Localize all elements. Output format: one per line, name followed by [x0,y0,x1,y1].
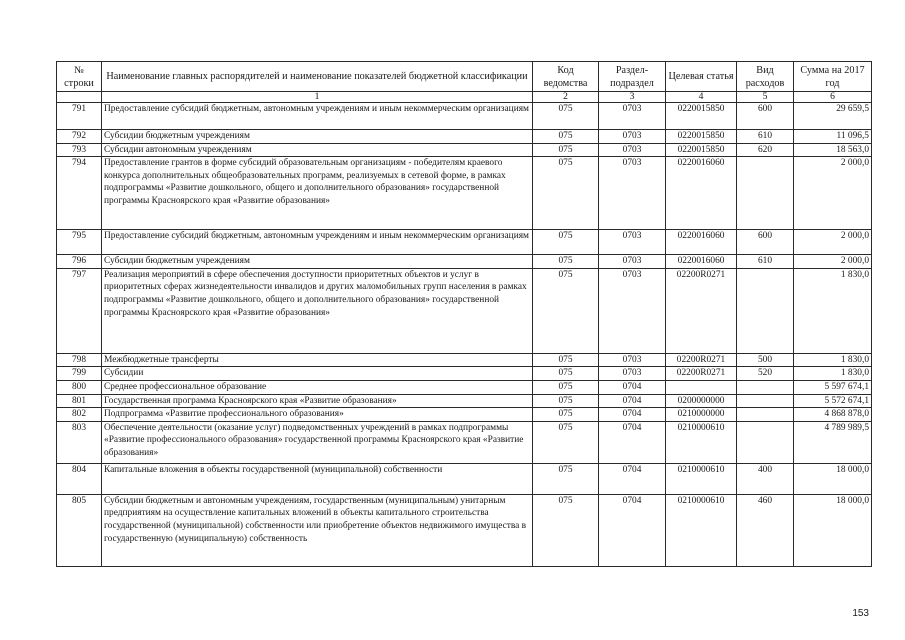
sum-value: 4 789 989,5 [794,421,872,463]
section-code: 0703 [599,143,666,157]
section-code: 0704 [599,394,666,408]
sum-value: 18 563,0 [794,143,872,157]
row-number: 794 [57,157,102,230]
item-name: Субсидии автономным учреждениям [102,143,533,157]
dept-code: 075 [533,143,599,157]
column-number: 2 [533,92,599,103]
table-row [57,230,872,255]
row-number: 795 [57,230,102,255]
sum-value: 5 597 674,1 [794,380,872,394]
item-name: Субсидии бюджетным и автономным учреждениям, государственным (муниципальным) унитарным предприятиям на осуществление капитальных вложений в объекты капитального строительства государственной (муниципальной) собственности или приобретение объектов недвижимого имущества в государственную (муниципальную) собственность [102,494,533,566]
dept-code: 075 [533,408,599,422]
expense-type: 610 [737,130,794,144]
header-sum: Сумма на 2017 год [794,62,872,92]
item-name: Государственная программа Красноярского края «Развитие образования» [102,394,533,408]
expense-type: 600 [737,230,794,255]
expense-type: 400 [737,463,794,494]
section-code: 0703 [599,255,666,269]
row-number: 801 [57,394,102,408]
column-number: 3 [599,92,666,103]
dept-code: 075 [533,494,599,566]
table-row [57,408,872,422]
sum-value: 29 659,5 [794,103,872,130]
item-name: Субсидии бюджетным учреждениям [102,130,533,144]
section-code: 0703 [599,157,666,230]
header-expense-type: Вид расходов [737,62,794,92]
item-name: Реализация мероприятий в сфере обеспечения доступности приоритетных объектов и услуг в приоритетных сферах жизнедеятельности инвалидов и других маломобильных групп населения в рамках подпрограммы «Развитие дошкольного, общего и дополнительного образования» государственной программы Красноярского края «Развитие образования» [102,268,533,353]
expense-type [737,157,794,230]
expense-type: 520 [737,367,794,381]
expense-type [737,394,794,408]
column-numbering-row [57,92,872,103]
section-code: 0703 [599,103,666,130]
target-article: 0200000000 [666,394,737,408]
item-name: Обеспечение деятельности (оказание услуг) подведомственных учреждений в рамках подпрограммы «Развитие профессионального образования» государственной программы Красноярского края «Развитие образования» [102,421,533,463]
section-code: 0704 [599,463,666,494]
sum-value: 4 868 878,0 [794,408,872,422]
dept-code: 075 [533,103,599,130]
target-article: 02200R0271 [666,367,737,381]
dept-code: 075 [533,353,599,367]
row-number: 798 [57,353,102,367]
item-name: Предоставление субсидий бюджетным, автономным учреждениям и иным некоммерческим организациям [102,103,533,130]
header-section: Раздел-подраздел [599,62,666,92]
expense-type: 620 [737,143,794,157]
dept-code: 075 [533,463,599,494]
dept-code: 075 [533,230,599,255]
target-article: 0220016060 [666,230,737,255]
sum-value: 18 000,0 [794,463,872,494]
row-number: 804 [57,463,102,494]
section-code: 0704 [599,494,666,566]
table-row [57,103,872,130]
row-number: 805 [57,494,102,566]
row-number: 802 [57,408,102,422]
header-dept-code: Код ведомства [533,62,599,92]
target-article: 0220016060 [666,157,737,230]
dept-code: 075 [533,421,599,463]
item-name: Межбюджетные трансферты [102,353,533,367]
expense-type: 600 [737,103,794,130]
target-article: 0210000610 [666,463,737,494]
dept-code: 075 [533,367,599,381]
section-code: 0704 [599,421,666,463]
budget-table [56,61,872,567]
table-body [57,103,872,567]
expense-type [737,268,794,353]
table-row [57,130,872,144]
sum-value: 2 000,0 [794,157,872,230]
section-code: 0704 [599,380,666,394]
sum-value: 2 000,0 [794,230,872,255]
table-row [57,367,872,381]
row-number: 792 [57,130,102,144]
expense-type: 500 [737,353,794,367]
section-code: 0703 [599,353,666,367]
row-number: 796 [57,255,102,269]
column-number-blank [57,92,102,103]
target-article: 0210000610 [666,421,737,463]
item-name: Субсидии бюджетным учреждениям [102,255,533,269]
table-header-row [57,62,872,92]
target-article: 0220015850 [666,143,737,157]
table-row [57,268,872,353]
target-article: 0210000610 [666,494,737,566]
column-number: 5 [737,92,794,103]
budget-document-page [56,61,871,567]
expense-type [737,421,794,463]
sum-value: 1 830,0 [794,367,872,381]
target-article: 0210000000 [666,408,737,422]
item-name: Среднее профессиональное образование [102,380,533,394]
target-article: 02200R0271 [666,268,737,353]
header-row-number: № строки [57,62,102,92]
table-row [57,463,872,494]
table-row [57,494,872,566]
sum-value: 2 000,0 [794,255,872,269]
table-row [57,353,872,367]
column-number: 4 [666,92,737,103]
dept-code: 075 [533,394,599,408]
target-article: 0220015850 [666,103,737,130]
section-code: 0703 [599,230,666,255]
table-row [57,255,872,269]
section-code: 0704 [599,408,666,422]
dept-code: 075 [533,157,599,230]
row-number: 793 [57,143,102,157]
row-number: 799 [57,367,102,381]
column-number: 6 [794,92,872,103]
table-row [57,394,872,408]
expense-type [737,380,794,394]
sum-value: 5 572 674,1 [794,394,872,408]
row-number: 791 [57,103,102,130]
expense-type [737,408,794,422]
sum-value: 11 096,5 [794,130,872,144]
item-name: Предоставление субсидий бюджетным, автономным учреждениям и иным некоммерческим организациям [102,230,533,255]
column-number: 1 [102,92,533,103]
page-number: 153 [852,608,869,619]
item-name: Субсидии [102,367,533,381]
section-code: 0703 [599,268,666,353]
header-name: Наименование главных распорядителей и наименование показателей бюджетной классификации [102,62,533,92]
section-code: 0703 [599,367,666,381]
target-article: 0220016060 [666,255,737,269]
expense-type: 460 [737,494,794,566]
sum-value: 1 830,0 [794,353,872,367]
table-row [57,157,872,230]
dept-code: 075 [533,255,599,269]
dept-code: 075 [533,130,599,144]
item-name: Капитальные вложения в объекты государственной (муниципальной) собственности [102,463,533,494]
expense-type: 610 [737,255,794,269]
dept-code: 075 [533,268,599,353]
sum-value: 1 830,0 [794,268,872,353]
item-name: Подпрограмма «Развитие профессионального образования» [102,408,533,422]
section-code: 0703 [599,130,666,144]
row-number: 797 [57,268,102,353]
row-number: 800 [57,380,102,394]
target-article [666,380,737,394]
sum-value: 18 000,0 [794,494,872,566]
table-row [57,143,872,157]
table-row [57,380,872,394]
target-article: 02200R0271 [666,353,737,367]
table-row [57,421,872,463]
header-target-article: Целевая статья [666,62,737,92]
dept-code: 075 [533,380,599,394]
item-name: Предоставление грантов в форме субсидий образовательным организациям - победителям краевого конкурса дополнительных общеобразовательных программ, реализуемых в сетевой форме, в рамках подпрограммы «Развитие дошкольного, общего и дополнительного образования» государственной программы Красноярского края «Развитие образования» [102,157,533,230]
row-number: 803 [57,421,102,463]
target-article: 0220015850 [666,130,737,144]
